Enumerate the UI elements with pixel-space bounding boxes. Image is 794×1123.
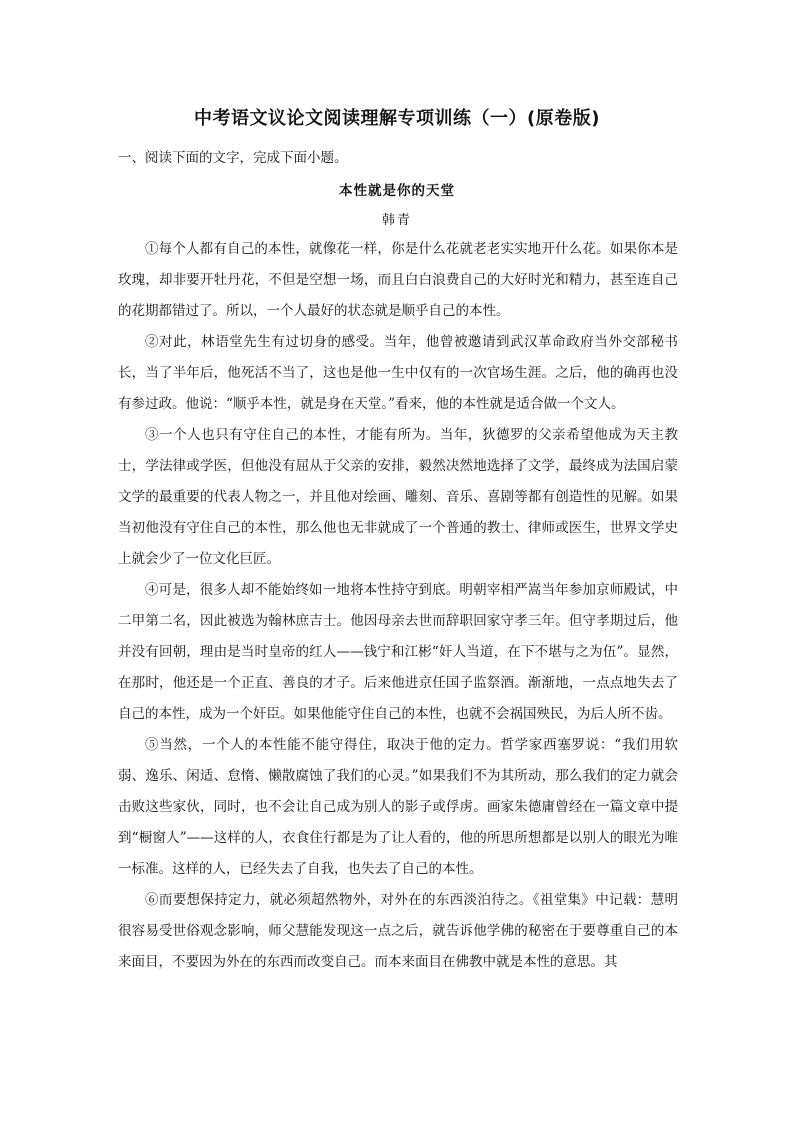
question-instruction: 一、阅读下面的文字，完成下面小题。 — [118, 150, 348, 166]
article-title: 本性就是你的天堂 — [339, 183, 455, 199]
paragraph-2: ②对此，林语堂先生有过切身的感受。当年，他曾被邀请到武汉革命政府当外交部秘书长，当了半年后，他死活不当了，这也是他一生中仅有的一次官场生涯。之后，他的确再也没有参过政。他说：“顺乎本性，就是身在天堂。”看来，他的本性就是适合做一个文人。 — [118, 334, 678, 412]
article-body — [118, 234, 678, 978]
paragraph-5: ⑤当然，一个人的本性能不能守得住，取决于他的定力。哲学家西塞罗说：“我们用软弱、逸乐、闲适、怠惰、懒散腐蚀了我们的心灵。”如果我们不为其所动，那么我们的定力就会击败这些家伙，同时，也不会让自己成为别人的影子或俘虏。画家朱德庸曾经在一篇文章中提到“橱窗人”——这样的人，衣食住行都是为了让人看的，他的所思所想都是以别人的眼光为唯一标准。这样的人，已经失去了自我，也失去了自己的本性。 — [118, 737, 678, 877]
paragraph-3: ③一个人也只有守住自己的本性，才能有所为。当年，狄德罗的父亲希望他成为天主教士，学法律或学医，但他没有屈从于父亲的安排，毅然决然地选择了文学，最终成为法国启蒙文学的最重要的代表人物之一，并且他对绘画、雕刻、音乐、喜剧等都有创造性的见解。如果当初他没有守住自己的本性，那么他也无非就成了一个普通的教士、律师或医生，世界文学史上就会少了一位文化巨匠。 — [118, 427, 678, 567]
article-author: 韩青 — [381, 213, 412, 228]
paragraph-1: ①每个人都有自己的本性，就像花一样，你是什么花就老老实实地开什么花。如果你本是玫瑰，却非要开牡丹花，不但是空想一场，而且白白浪费自己的大好时光和精力，甚至连自己的花期都错过了。所以，一个人最好的状态就是顺乎自己的本性。 — [118, 241, 678, 319]
document-title: 中考语文议论文阅读理解专项训练（一）(原卷版) — [194, 108, 600, 129]
paragraph-6: ⑥而要想保持定力，就必须超然物外，对外在的东西淡泊待之。《祖堂集》中记载：慧明很容易受世俗观念影响，师父慧能发现这一点之后，就告诉他学佛的秘密在于要尊重自己的本来面目，不要因为外在的东西而改变自己。而本来面目在佛教中就是本性的意思。其 — [118, 892, 678, 970]
paragraph-4: ④可是，很多人却不能始终如一地将本性持守到底。明朝宰相严嵩当年参加京师殿试，中二甲第二名，因此被选为翰林庶吉士。他因母亲去世而辞职回家守孝三年。但守孝期过后，他并没有回朝，理由是当时皇帝的红人——钱宁和江彬“奸人当道，在下不堪与之为伍”。显然，在那时，他还是一个正直、善良的才子。后来他进京任国子监祭酒。渐渐地，一点点地失去了自己的本性，成为一个奸臣。如果他能守住自己的本性，也就不会祸国殃民，为后人所不齿。 — [118, 582, 678, 722]
